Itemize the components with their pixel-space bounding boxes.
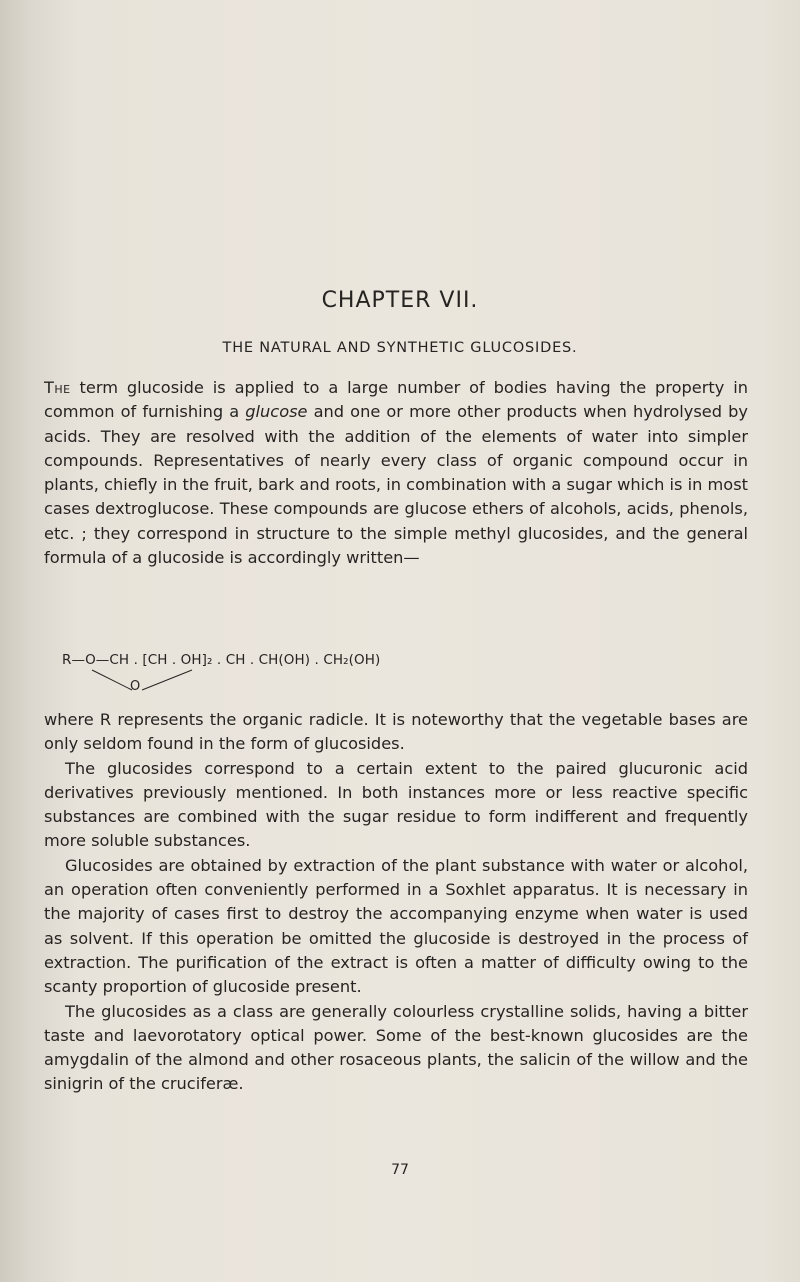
formula-main: R—O—CH . [CH . OH]₂ . CH . CH(OH) . CH₂(OH) bbox=[62, 652, 381, 668]
chapter-title: CHAPTER VII. bbox=[321, 288, 479, 313]
glucoside-formula bbox=[62, 652, 702, 696]
paragraph-radicle: where R represents the organic radicle. It is noteworthy that the vegetable bases are only seldom found in the form of glucosides. bbox=[44, 710, 748, 754]
paragraph-properties: The glucosides as a class are generally colourless crystalline solids, having a bitter taste and laevorotatory optical power. Some of the best-known glucosides are the amygdalin of the almond and other rosaceous plants, the salicin of the willow and the sinigrin of the cruciferæ. bbox=[44, 1001, 748, 1094]
paragraphs-body bbox=[44, 708, 748, 1097]
paragraph-text: term glucoside is applied to a large number of bodies having the property in common of furnishing a bbox=[44, 378, 748, 422]
formula-bridge-oxygen: O bbox=[130, 679, 141, 694]
paragraph-intro bbox=[44, 376, 748, 570]
paragraph-extraction: Glucosides are obtained by extraction of the plant substance with water or alcohol, an operation often conveniently performed in a Soxhlet apparatus. It is necessary in the majority of cases first to destroy the accompanying enzyme when water is used as solvent. If this operation be omitted the glucoside is destroyed in the process of extraction. The purification of the extract is often a matter of difficulty owing to the scanty proportion of glucoside present. bbox=[44, 855, 748, 997]
page-number: 77 bbox=[391, 1162, 409, 1178]
paragraph-text: and one or more other products when hydrolysed by acids. They are resolved with the addition of the elements of water into simpler compounds. Representatives of nearly every class of organic compound occur in plants, chiefly in the fruit, bark and roots, in combination with a sugar which is in most cases dextroglucose. These compounds are glucose ethers of alcohols, acids, phenols, etc. ; they correspond in structure to the simple methyl glucosides, and the general formula of a glucoside is accordingly written— bbox=[44, 402, 748, 568]
paragraph-glucuronic: The glucosides correspond to a certain extent to the paired glucuronic acid derivatives previously mentioned. In both instances more or less reactive specific substances are combined with the sugar residue to form indifferent and frequently more soluble substances. bbox=[44, 758, 748, 851]
italic-term: glucose bbox=[245, 402, 308, 422]
paragraph-lead-word: The bbox=[44, 378, 71, 397]
section-title: THE NATURAL AND SYNTHETIC GLUCOSIDES. bbox=[222, 340, 578, 356]
